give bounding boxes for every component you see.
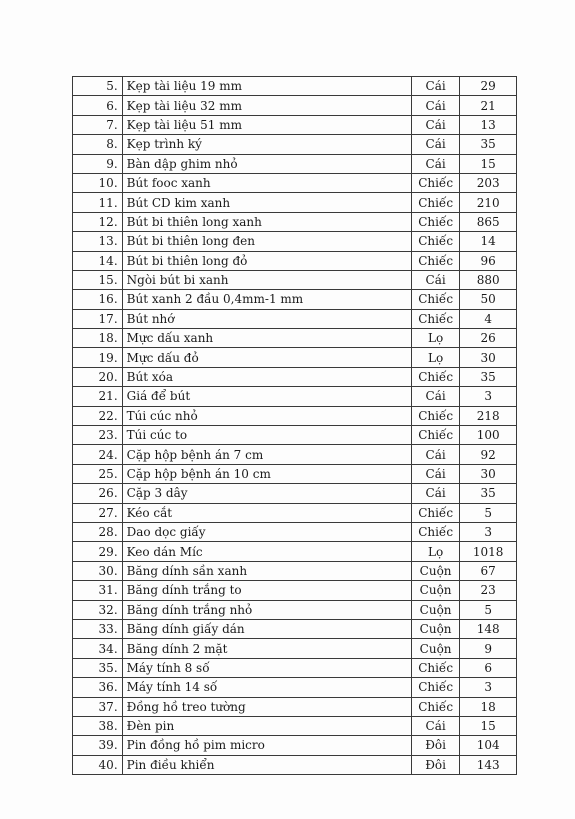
item-quantity: 67 [460, 561, 517, 580]
item-unit: Chiếc [411, 251, 459, 270]
item-quantity: 865 [460, 212, 517, 231]
row-number: 36. [73, 678, 123, 697]
item-unit: Chiếc [411, 406, 459, 425]
row-number: 39. [73, 736, 123, 755]
table-row [73, 484, 517, 503]
item-quantity: 35 [460, 367, 517, 386]
row-number: 11. [73, 193, 123, 212]
item-unit: Chiếc [411, 232, 459, 251]
item-name: Kẹp tài liệu 51 mm [122, 115, 411, 134]
item-name: Cặp 3 dây [122, 484, 411, 503]
row-number: 35. [73, 658, 123, 677]
item-name: Bút CD kim xanh [122, 193, 411, 212]
item-unit: Chiếc [411, 193, 459, 212]
item-quantity: 203 [460, 173, 517, 192]
item-name: Băng dính giấy dán [122, 619, 411, 638]
table-row [73, 387, 517, 406]
item-name: Dao dọc giấy [122, 522, 411, 541]
table-row [73, 290, 517, 309]
item-name: Băng dính sần xanh [122, 561, 411, 580]
row-number: 14. [73, 251, 123, 270]
item-quantity: 3 [460, 678, 517, 697]
item-name: Kẹp tài liệu 32 mm [122, 96, 411, 115]
item-unit: Chiếc [411, 212, 459, 231]
table-row [73, 445, 517, 464]
row-number: 33. [73, 619, 123, 638]
table-row [73, 619, 517, 638]
row-number: 30. [73, 561, 123, 580]
row-number: 10. [73, 173, 123, 192]
item-unit: Cái [411, 484, 459, 503]
item-quantity: 210 [460, 193, 517, 212]
table-row [73, 309, 517, 328]
item-name: Bút bi thiên long đen [122, 232, 411, 251]
item-quantity: 100 [460, 426, 517, 445]
row-number: 26. [73, 484, 123, 503]
table-row [73, 329, 517, 348]
item-name: Keo dán Míc [122, 542, 411, 561]
item-quantity: 5 [460, 503, 517, 522]
item-name: Bàn dập ghim nhỏ [122, 154, 411, 173]
item-name: Ngòi bút bi xanh [122, 270, 411, 289]
item-quantity: 6 [460, 658, 517, 677]
item-unit: Đôi [411, 736, 459, 755]
item-unit: Chiếc [411, 522, 459, 541]
item-unit: Chiếc [411, 367, 459, 386]
item-unit: Cuộn [411, 581, 459, 600]
table-row [73, 232, 517, 251]
table-row [73, 348, 517, 367]
item-name: Giá để bút [122, 387, 411, 406]
item-name: Mực dấu đỏ [122, 348, 411, 367]
item-name: Kẹp tài liệu 19 mm [122, 77, 411, 96]
item-unit: Chiếc [411, 697, 459, 716]
row-number: 18. [73, 329, 123, 348]
item-name: Mực dấu xanh [122, 329, 411, 348]
item-unit: Lọ [411, 348, 459, 367]
item-quantity: 3 [460, 522, 517, 541]
table-row [73, 212, 517, 231]
row-number: 28. [73, 522, 123, 541]
row-number: 34. [73, 639, 123, 658]
row-number: 38. [73, 716, 123, 735]
item-unit: Chiếc [411, 309, 459, 328]
supplies-table-body [73, 77, 517, 775]
item-name: Băng dính trắng nhỏ [122, 600, 411, 619]
item-unit: Cuộn [411, 600, 459, 619]
item-name: Kéo cắt [122, 503, 411, 522]
item-unit: Cái [411, 77, 459, 96]
item-unit: Cái [411, 716, 459, 735]
row-number: 32. [73, 600, 123, 619]
item-quantity: 18 [460, 697, 517, 716]
row-number: 15. [73, 270, 123, 289]
table-row [73, 755, 517, 774]
table-row [73, 542, 517, 561]
table-row [73, 522, 517, 541]
row-number: 25. [73, 464, 123, 483]
item-name: Bút xóa [122, 367, 411, 386]
item-name: Bút nhớ [122, 309, 411, 328]
item-quantity: 35 [460, 135, 517, 154]
item-quantity: 30 [460, 464, 517, 483]
table-row [73, 135, 517, 154]
row-number: 20. [73, 367, 123, 386]
item-unit: Cái [411, 387, 459, 406]
table-row [73, 581, 517, 600]
item-name: Đèn pin [122, 716, 411, 735]
table-row [73, 716, 517, 735]
item-name: Bút bi thiên long xanh [122, 212, 411, 231]
table-row [73, 600, 517, 619]
table-row [73, 658, 517, 677]
item-quantity: 880 [460, 270, 517, 289]
item-name: Kẹp trình ký [122, 135, 411, 154]
item-quantity: 29 [460, 77, 517, 96]
table-row [73, 193, 517, 212]
row-number: 7. [73, 115, 123, 134]
item-unit: Lọ [411, 329, 459, 348]
item-unit: Cuộn [411, 561, 459, 580]
item-name: Bút fooc xanh [122, 173, 411, 192]
table-row [73, 464, 517, 483]
table-row [73, 678, 517, 697]
row-number: 9. [73, 154, 123, 173]
item-name: Bút xanh 2 đầu 0,4mm-1 mm [122, 290, 411, 309]
item-unit: Cái [411, 96, 459, 115]
item-unit: Cái [411, 464, 459, 483]
item-quantity: 26 [460, 329, 517, 348]
item-quantity: 4 [460, 309, 517, 328]
item-name: Túi cúc to [122, 426, 411, 445]
table-row [73, 77, 517, 96]
row-number: 23. [73, 426, 123, 445]
item-name: Máy tính 14 số [122, 678, 411, 697]
item-quantity: 15 [460, 154, 517, 173]
item-quantity: 3 [460, 387, 517, 406]
item-quantity: 21 [460, 96, 517, 115]
item-quantity: 218 [460, 406, 517, 425]
item-name: Túi cúc nhỏ [122, 406, 411, 425]
item-name: Đồng hồ treo tường [122, 697, 411, 716]
item-quantity: 143 [460, 755, 517, 774]
item-unit: Cái [411, 154, 459, 173]
item-quantity: 13 [460, 115, 517, 134]
item-unit: Cái [411, 115, 459, 134]
item-name: Băng dính 2 mặt [122, 639, 411, 658]
table-row [73, 697, 517, 716]
item-unit: Chiếc [411, 678, 459, 697]
row-number: 16. [73, 290, 123, 309]
table-row [73, 173, 517, 192]
item-name: Pin đồng hồ pim micro [122, 736, 411, 755]
item-quantity: 23 [460, 581, 517, 600]
table-row [73, 115, 517, 134]
item-quantity: 35 [460, 484, 517, 503]
item-unit: Chiếc [411, 173, 459, 192]
item-unit: Cái [411, 445, 459, 464]
row-number: 6. [73, 96, 123, 115]
table-row [73, 270, 517, 289]
item-unit: Cuộn [411, 639, 459, 658]
table-row [73, 154, 517, 173]
row-number: 22. [73, 406, 123, 425]
table-row [73, 426, 517, 445]
item-quantity: 30 [460, 348, 517, 367]
item-unit: Chiếc [411, 290, 459, 309]
row-number: 5. [73, 77, 123, 96]
item-quantity: 14 [460, 232, 517, 251]
item-name: Băng dính trắng to [122, 581, 411, 600]
row-number: 21. [73, 387, 123, 406]
item-unit: Cái [411, 270, 459, 289]
item-name: Cặp hộp bệnh án 10 cm [122, 464, 411, 483]
table-row [73, 503, 517, 522]
item-unit: Chiếc [411, 658, 459, 677]
item-quantity: 1018 [460, 542, 517, 561]
row-number: 13. [73, 232, 123, 251]
row-number: 12. [73, 212, 123, 231]
row-number: 27. [73, 503, 123, 522]
row-number: 24. [73, 445, 123, 464]
table-row [73, 96, 517, 115]
row-number: 17. [73, 309, 123, 328]
item-unit: Lọ [411, 542, 459, 561]
item-name: Bút bi thiên long đỏ [122, 251, 411, 270]
row-number: 31. [73, 581, 123, 600]
item-unit: Cuộn [411, 619, 459, 638]
item-quantity: 9 [460, 639, 517, 658]
table-row [73, 367, 517, 386]
table-row [73, 561, 517, 580]
item-name: Pin điều khiển [122, 755, 411, 774]
row-number: 40. [73, 755, 123, 774]
item-unit: Chiếc [411, 426, 459, 445]
item-quantity: 50 [460, 290, 517, 309]
item-quantity: 104 [460, 736, 517, 755]
item-quantity: 92 [460, 445, 517, 464]
item-name: Máy tính 8 số [122, 658, 411, 677]
supplies-table [72, 76, 517, 775]
item-unit: Đôi [411, 755, 459, 774]
item-quantity: 96 [460, 251, 517, 270]
table-row [73, 639, 517, 658]
item-unit: Chiếc [411, 503, 459, 522]
item-quantity: 5 [460, 600, 517, 619]
item-name: Cặp hộp bệnh án 7 cm [122, 445, 411, 464]
row-number: 37. [73, 697, 123, 716]
row-number: 19. [73, 348, 123, 367]
item-quantity: 148 [460, 619, 517, 638]
table-row [73, 406, 517, 425]
row-number: 8. [73, 135, 123, 154]
table-row [73, 251, 517, 270]
item-quantity: 15 [460, 716, 517, 735]
row-number: 29. [73, 542, 123, 561]
item-unit: Cái [411, 135, 459, 154]
table-row [73, 736, 517, 755]
